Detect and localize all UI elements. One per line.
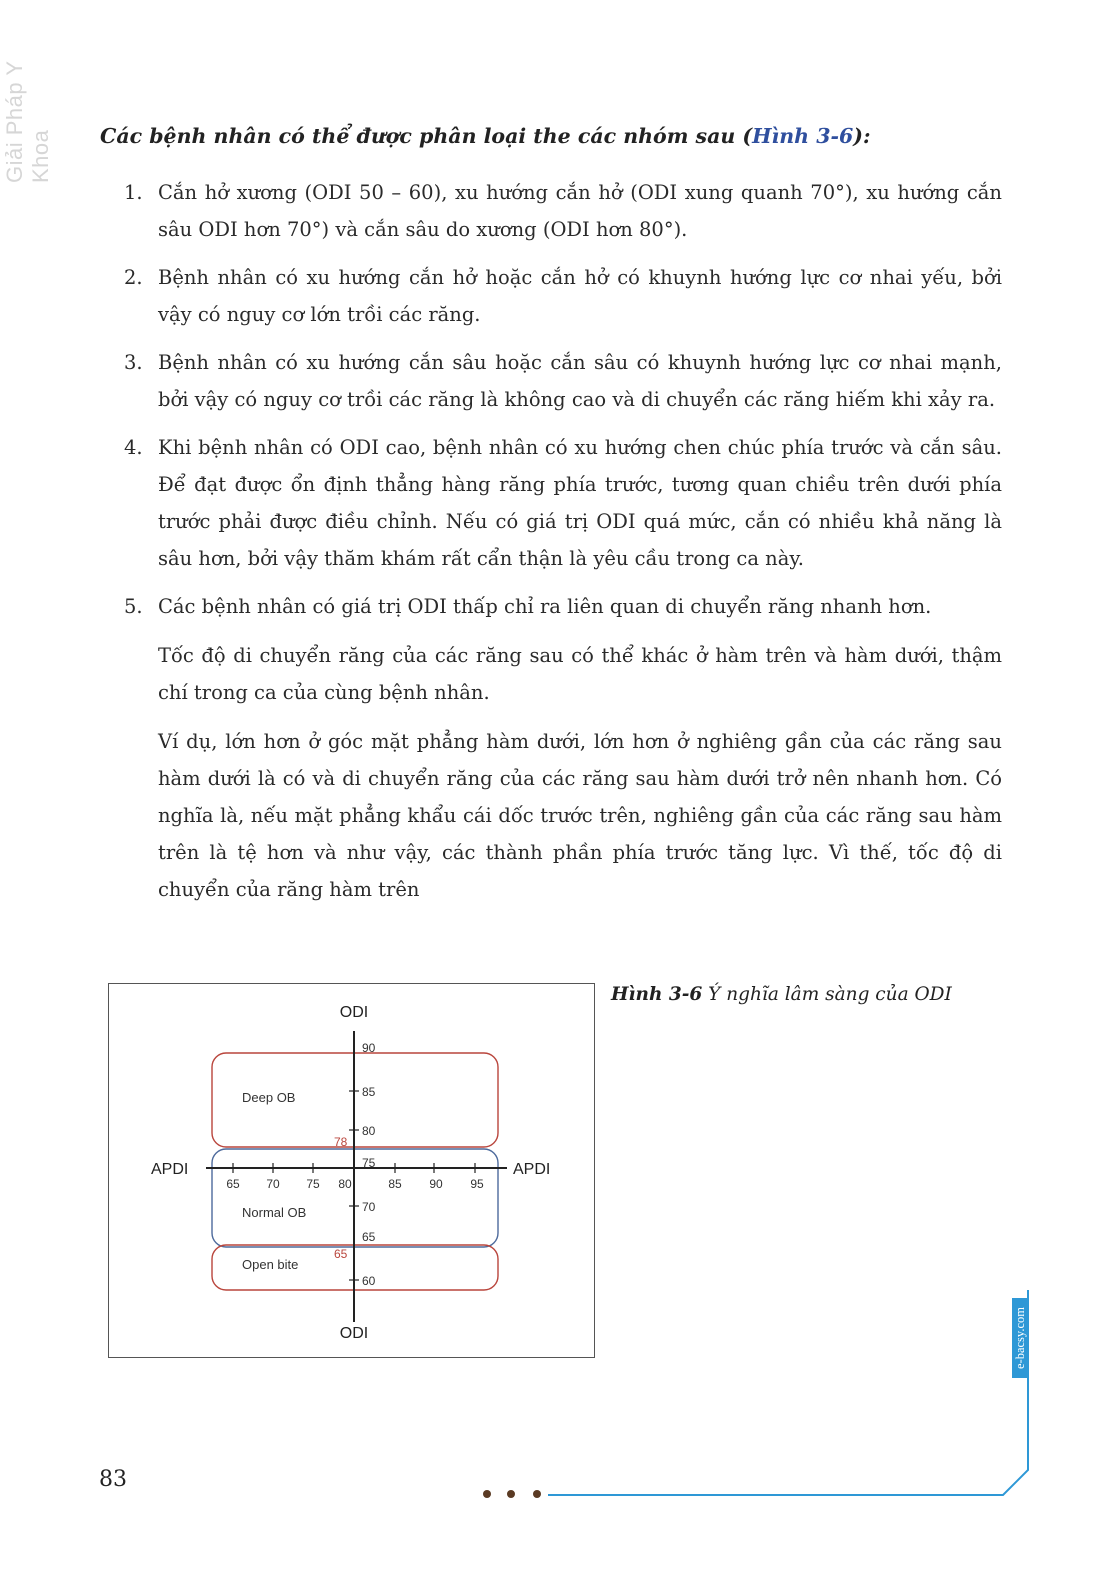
list-number: 3. [124, 351, 143, 374]
figure-caption [611, 984, 952, 1005]
x-tick-label: 80 [338, 1177, 352, 1191]
x-tick-label: 90 [429, 1177, 443, 1191]
site-tag: e-bacsy.com [1012, 1298, 1029, 1378]
list-number: 2. [124, 266, 143, 289]
x-tick-label: 70 [266, 1177, 280, 1191]
list-item [120, 429, 1002, 577]
y-tick-label: 80 [362, 1124, 376, 1138]
dot [533, 1490, 541, 1498]
open-bite-label: Open bite [242, 1257, 299, 1272]
odi-label-top: ODI [339, 1004, 369, 1021]
x-tick-label: 65 [226, 1177, 240, 1191]
side-title: Giải Pháp Y Khoa [2, 60, 53, 183]
list-item [120, 174, 1002, 248]
list-number: 1. [124, 181, 143, 204]
list-text: Các bệnh nhân có giá trị ODI thấp chỉ ra liên quan di chuyển răng nhanh hơn. [158, 595, 932, 618]
x-tick-label: 95 [470, 1177, 484, 1191]
list-number: 4. [124, 436, 143, 459]
apdi-label-left: APDI [151, 1161, 189, 1178]
section-heading [100, 124, 1020, 148]
y-tick-label: 90 [362, 1041, 376, 1055]
y-tick-label: 60 [362, 1274, 376, 1288]
y-tick-label: 85 [362, 1085, 376, 1099]
list-item [120, 259, 1002, 333]
x-tick-label: 85 [388, 1177, 402, 1191]
classification-list [120, 174, 1002, 919]
list-text: Khi bệnh nhân có ODI cao, bệnh nhân có xu hướng chen chúc phía trước và cắn sâu. Để đạt được ổn định thẳng hàng răng phía trước, tương quan chiều trên dưới phía trước phải được điều chỉnh. Nếu có giá trị ODI quá mức, cắn có nhiều khả năng là sâu hơn, bởi vậy thăm khám rất cẩn thận là yêu cầu trong ca này. [158, 436, 1002, 570]
paragraph: Ví dụ, lớn hơn ở góc mặt phẳng hàm dưới, lớn hơn ở nghiêng gần của các răng sau hàm dưới là có và di chuyển răng của các răng sau hàm dưới trở nên nhanh hơn. Có nghĩa là, nếu mặt phẳng khẩu cái dốc trước trên, nghiêng gần của các răng sau hàm trên là tệ hơn và như vậy, các thành phần phía trước tăng lực. Vì thế, tốc độ di chuyển của răng hàm trên [158, 730, 1002, 901]
heading-suffix: ): [853, 124, 871, 148]
y-tick-label: 70 [362, 1200, 376, 1214]
caption-text: Ý nghĩa lâm sàng của ODI [708, 984, 952, 1005]
odi-label-bottom: ODI [339, 1325, 369, 1342]
figure-reference-link[interactable]: Hình 3-6 [752, 124, 854, 148]
y-tick-label: 75 [362, 1156, 376, 1170]
list-item [120, 344, 1002, 418]
dot [507, 1490, 515, 1498]
odi-figure [108, 983, 595, 1358]
deep-ob-label: Deep OB [242, 1090, 296, 1105]
page-number: 83 [99, 1467, 127, 1492]
list-number: 5. [124, 595, 143, 618]
list-text: Bệnh nhân có xu hướng cắn sâu hoặc cắn sâu có khuynh hướng lực cơ nhai mạnh, bởi vậy có nguy cơ trồi các răng là không cao và di chuyển các răng hiếm khi xảy ra. [158, 351, 1002, 411]
apdi-label-right: APDI [513, 1161, 551, 1178]
open-bite-boundary-value: 65 [334, 1247, 348, 1261]
normal-ob-label: Normal OB [242, 1205, 307, 1220]
footer-line [548, 1290, 1038, 1500]
odi-diagram [109, 984, 596, 1359]
dot [483, 1490, 491, 1498]
heading-prefix: Các bệnh nhân có thể được phân loại the các nhóm sau ( [100, 124, 753, 148]
deep-ob-boundary-value: 78 [334, 1135, 348, 1149]
x-tick-label: 75 [306, 1177, 320, 1191]
y-tick-label: 65 [362, 1230, 376, 1244]
caption-label: Hình 3-6 [611, 984, 703, 1005]
list-text: Cắn hở xương (ODI 50 – 60), xu hướng cắn hở (ODI xung quanh 70°), xu hướng cắn sâu ODI hơn 70°) và cắn sâu do xương (ODI hơn 80°). [158, 181, 1002, 241]
footer-dots [479, 1486, 549, 1502]
list-item [120, 588, 1002, 908]
paragraph: Tốc độ di chuyển răng của các răng sau có thể khác ở hàm trên và hàm dưới, thậm chí trong ca của cùng bệnh nhân. [158, 644, 1002, 704]
list-text: Bệnh nhân có xu hướng cắn hở hoặc cắn hở có khuynh hướng lực cơ nhai yếu, bởi vậy có nguy cơ lớn trồi các răng. [158, 266, 1002, 326]
